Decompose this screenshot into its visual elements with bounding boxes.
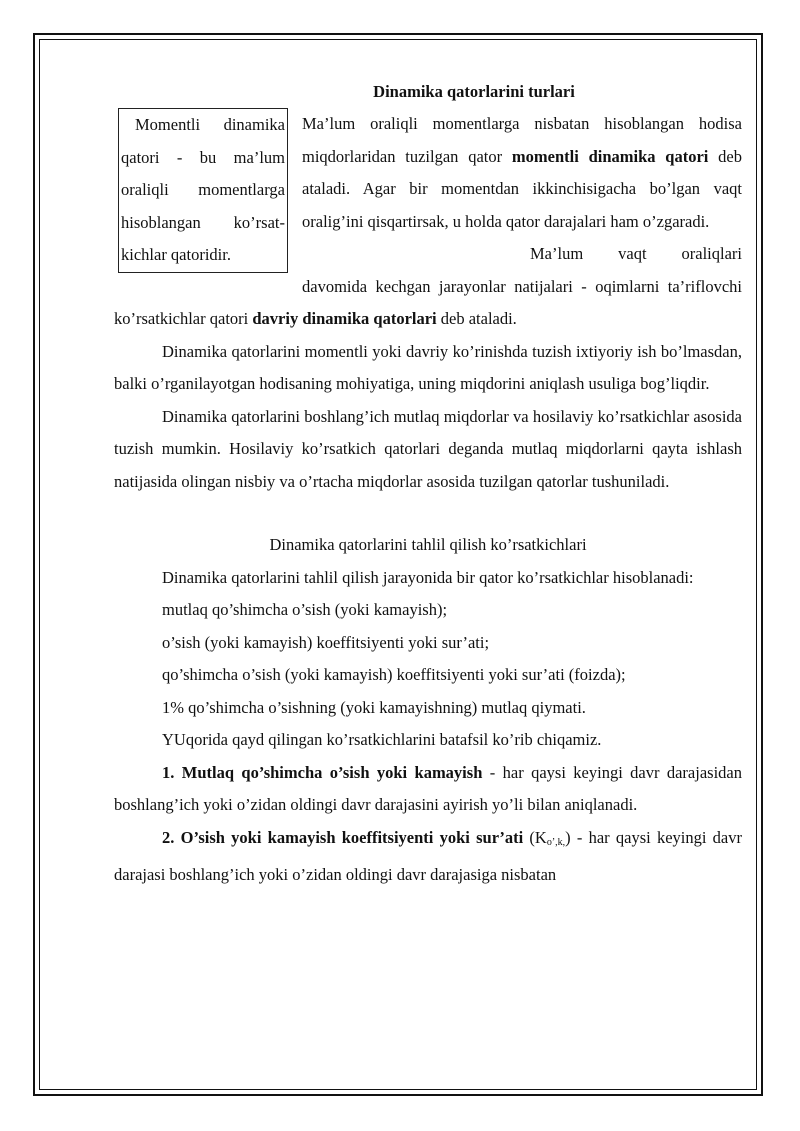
section-subtitle: Dinamika qatorlarini tahlil qilish ko’rsatkichlari bbox=[269, 535, 587, 554]
term-momentli: momentli dinamika qatori bbox=[511, 146, 709, 166]
term-davriy: davriy dinamika qatorlari bbox=[252, 309, 437, 328]
subscript: o’,k, bbox=[546, 836, 566, 848]
section-title: Dinamika qatorlarini turlari bbox=[373, 82, 575, 101]
list-item: 1% qo’shimcha o’sishning (yoki kamayishning) mutlaq qiymati. bbox=[162, 697, 586, 717]
list-item: YUqorida qayd qilingan ko’rsatkichlarini batafsil ko’rib chiqamiz. bbox=[162, 730, 602, 749]
list-item: qo’shimcha o’sish (yoki kamayish) koeffitsiyenti yoki sur’ati (foizda); bbox=[162, 665, 626, 684]
term-mutlaq: 1. Mutlaq qo’shimcha o’sish yoki kamayish bbox=[162, 762, 483, 782]
document-body bbox=[114, 72, 742, 892]
paragraph-momentli: Ma’lum oraliqli momentlarga nisbatan hisoblangan hodisa miqdorlaridan tuzilgan qator momentli dinamika qatori deb ataladi. Agar bir momentdan ikkinchisigacha bo’lgan vaqt oralig’ini qisqartirsak, u holda qator darajalari ham o’zgaradi. bbox=[302, 114, 742, 231]
definition-box-text: Momentli dinamika qatori - bu ma’lum oraliqli momentlarga hisoblangan ko’rsat-kichlar qatoridir. bbox=[121, 115, 285, 264]
paragraph-davriy: Ma’lum vaqt oraliqlari davomida kechgan jarayonlar natijalari - oqimlarni ta’riflovchi ko’rsatkichlar qatori davriy dinamika qatorlari deb ataladi. bbox=[114, 244, 742, 328]
paragraph-3: Dinamika qatorlarini momentli yoki davriy ko’rinishda tuzish ixtiyoriy ish bo’lmasdan, balki o’rganilayotgan hodisaning mohiyatiga, uning miqdorini aniqlash usuliga bog’liqdir. bbox=[114, 341, 742, 393]
term-osish: 2. O’sish yoki kamayish koeffitsiyenti yoki sur’ati bbox=[162, 827, 524, 847]
paragraph-osish: 2. O’sish yoki kamayish koeffitsiyenti yoki sur’ati $(K_{o’,k,})$ - har qaysi keyingi davr darajasi boshlang’ich yoki o’zidan oldingi davr darajasiga nisbatan bbox=[114, 827, 743, 884]
paragraph-4: Dinamika qatorlarini boshlang’ich mutlaq miqdorlar va hosilaviy ko’rsatkichlar asosida tuzish mumkin. Hosilaviy ko’rsatkich qatorlari deganda mutlaq miqdorlarni qayta ishlash natijasida olingan nisbiy va o’rtacha miqdorlar asosida tuzilgan qatorlar tushuniladi. bbox=[114, 406, 742, 491]
list-item: o’sish (yoki kamayish) koeffitsiyenti yoki sur’ati; bbox=[162, 632, 490, 652]
definition-box bbox=[118, 108, 288, 273]
paragraph-5: Dinamika qatorlarini tahlil qilish jarayonida bir qator ko’rsatkichlar hisoblanadi: bbox=[162, 567, 694, 587]
spacer bbox=[114, 498, 742, 529]
paragraph-mutlaq: 1. Mutlaq qo’shimcha o’sish yoki kamayish - har qaysi keyingi davr darajasidan boshlang’ich yoki o’zidan oldingi davr darajasini ayirish yo’li bilan aniqlanadi. bbox=[114, 762, 742, 814]
list-item: mutlaq qo’shimcha o’sish (yoki kamayish); bbox=[162, 600, 448, 619]
